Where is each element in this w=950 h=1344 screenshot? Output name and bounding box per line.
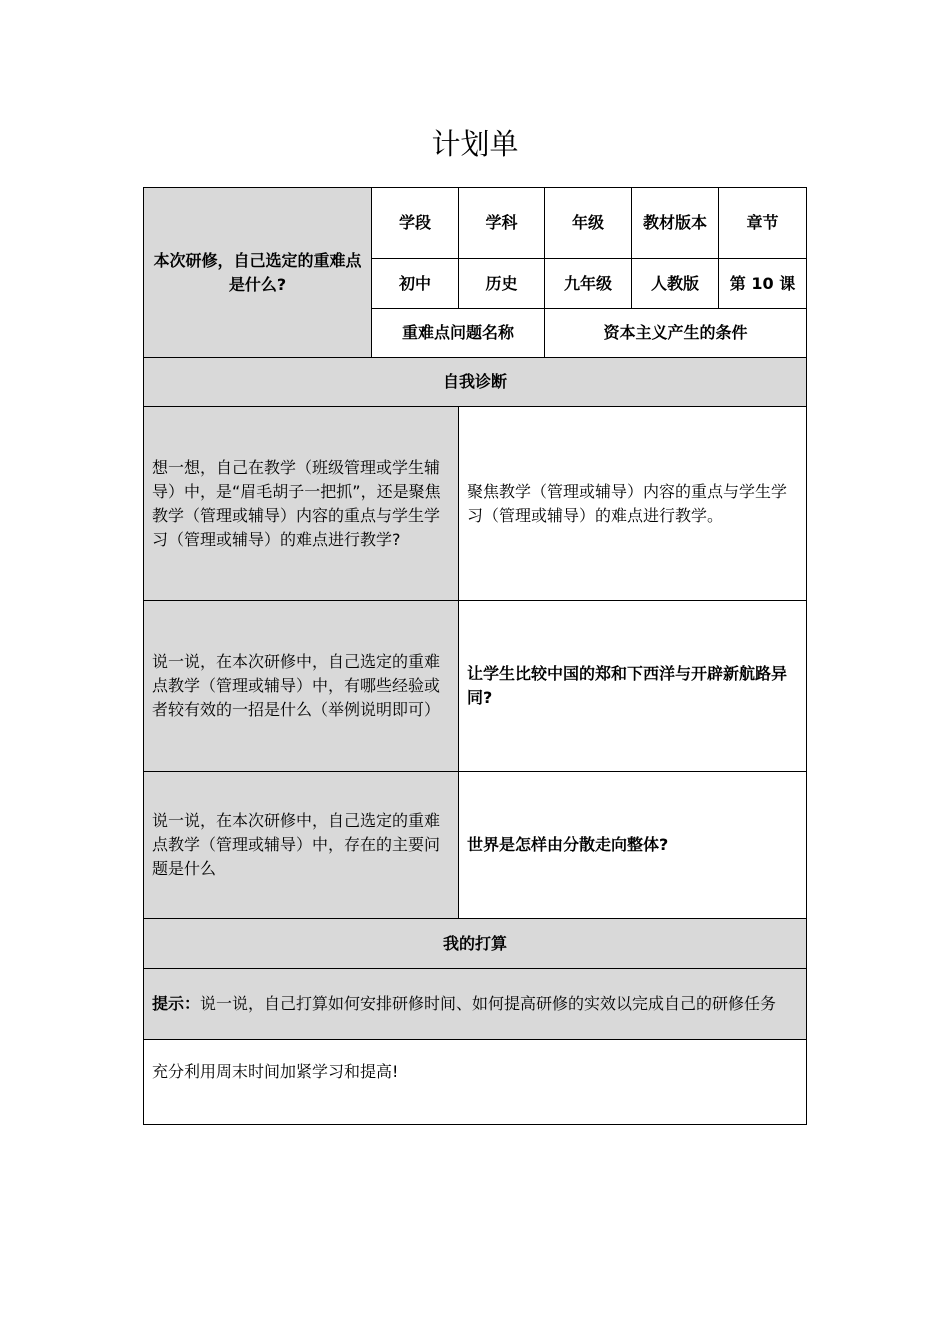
diagnosis-question-2: 说一说，在本次研修中，自己选定的重难点教学（管理或辅导）中，有哪些经验或者较有效的一招是什么（举例说明即可） — [144, 601, 459, 772]
col-header-textbook: 教材版本 — [632, 188, 719, 259]
value-stage: 初中 — [372, 259, 459, 309]
diagnosis-answer-3: 世界是怎样由分散走向整体? — [459, 772, 807, 919]
value-chapter: 第 10 课 — [719, 259, 807, 309]
hint-label: 提示： — [152, 994, 201, 1013]
hint-cell — [144, 969, 807, 1040]
plan-content-row — [144, 1040, 807, 1125]
hint-row — [144, 969, 807, 1040]
plan-content: 充分利用周末时间加紧学习和提高! — [144, 1040, 807, 1125]
plan-table — [143, 187, 807, 1125]
hint-text: 说一说，自己打算如何安排研修时间、如何提高研修的实效以完成自己的研修任务 — [200, 994, 777, 1013]
diagnosis-answer-2: 让学生比较中国的郑和下西洋与开辟新航路异同? — [459, 601, 807, 772]
self-diagnosis-heading: 自我诊断 — [144, 358, 807, 407]
diagnosis-answer-1: 聚焦教学（管理或辅导）内容的重点与学生学习（管理或辅导）的难点进行教学。 — [459, 407, 807, 601]
self-diagnosis-heading-row — [144, 358, 807, 407]
diagnosis-question-1: 想一想，自己在教学（班级管理或学生辅导）中，是“眉毛胡子一把抓”，还是聚焦教学（管理或辅导）内容的重点与学生学习（管理或辅导）的难点进行教学? — [144, 407, 459, 601]
value-subject: 历史 — [459, 259, 545, 309]
diagnosis-question-3: 说一说，在本次研修中，自己选定的重难点教学（管理或辅导）中，存在的主要问题是什么 — [144, 772, 459, 919]
problem-name-label: 重难点问题名称 — [372, 309, 545, 358]
col-header-chapter: 章节 — [719, 188, 807, 259]
diagnosis-row — [144, 407, 807, 601]
my-plan-heading: 我的打算 — [144, 919, 807, 969]
col-header-stage: 学段 — [372, 188, 459, 259]
page-title: 计划单 — [431, 127, 519, 161]
col-header-grade: 年级 — [545, 188, 632, 259]
value-textbook: 人教版 — [632, 259, 719, 309]
diagnosis-row — [144, 772, 807, 919]
problem-name-value: 资本主义产生的条件 — [545, 309, 807, 358]
my-plan-heading-row — [144, 919, 807, 969]
selected-key-point-question: 本次研修，自己选定的重难点是什么? — [144, 188, 372, 358]
diagnosis-row — [144, 601, 807, 772]
header-row — [144, 188, 807, 259]
col-header-subject: 学科 — [459, 188, 545, 259]
value-grade: 九年级 — [545, 259, 632, 309]
